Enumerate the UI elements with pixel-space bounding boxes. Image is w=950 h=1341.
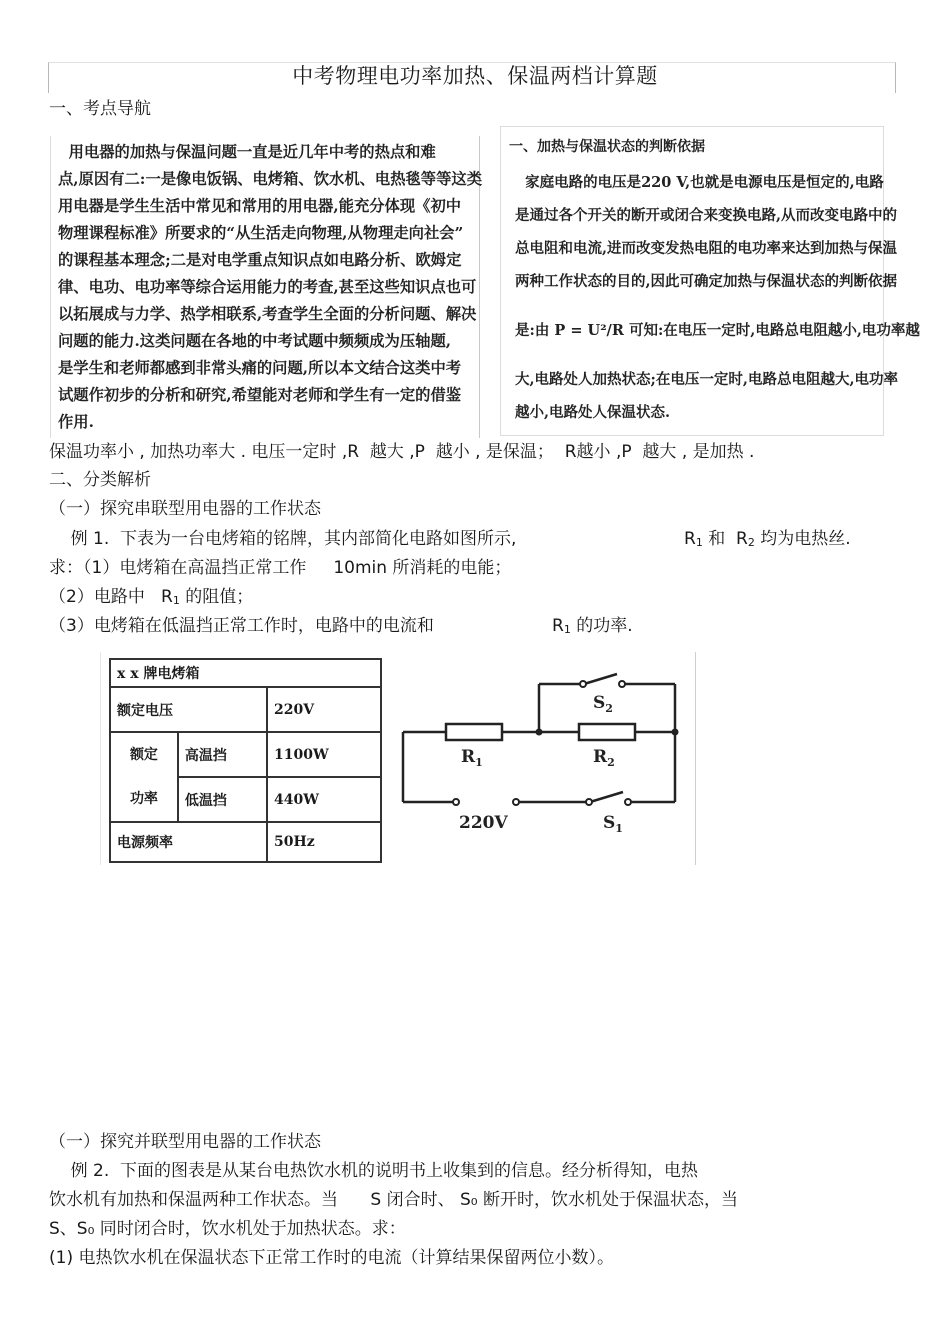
- junction-dot-icon: [536, 729, 543, 736]
- nameplate-header: x x 牌电烤箱: [110, 659, 381, 687]
- excerpt-line: 是通过各个开关的断开或闭合来变换电路,从而改变电路中的: [515, 207, 898, 224]
- s1-subscript: 1: [615, 822, 623, 835]
- example-1-line-1: [49, 528, 516, 550]
- excerpt-line: 越小,电路处人保温状态.: [515, 404, 671, 421]
- label-r1: [461, 747, 483, 769]
- terminal-icon: [580, 681, 586, 687]
- example-1-line-3: [49, 586, 253, 612]
- excerpt-line: 点,原因有二:一是像电饭锅、电烤箱、饮水机、电热毯等等这类: [58, 170, 482, 188]
- example-1-text: 例 1. 下表为一台电烤箱的铭牌，其内部简化电路如图所示,: [49, 529, 517, 549]
- subsection-heading-1: （一）探究串联型用电器的工作状态: [49, 499, 321, 519]
- excerpt-line: 家庭电路的电压是220 V,也就是电源电压是恒定的,电路: [515, 174, 884, 191]
- example-1-text: 的功率.: [570, 616, 633, 636]
- excerpt-heading: 一、加热与保温状态的判断依据: [509, 139, 705, 155]
- high-gear-value: 1100W: [267, 732, 381, 777]
- rated-voltage-value: 220V: [267, 687, 381, 732]
- circuit-diagram: [391, 672, 691, 852]
- excerpt-line: 的课程基本理念;二是对电学重点知识点如电路分析、欧姆定: [58, 251, 462, 269]
- excerpt-line: 大,电路处人加热状态;在电压一定时,电路总电阻越大,电功率: [515, 371, 898, 388]
- subsection-heading-2: （一）探究并联型用电器的工作状态: [49, 1132, 321, 1152]
- s2-symbol: S: [593, 693, 606, 713]
- frequency-value: 50Hz: [267, 822, 381, 862]
- example-1-text: （3）电烤箱在低温挡正常工作时，电路中的电流和: [49, 616, 434, 636]
- r1-symbol: R: [552, 616, 564, 636]
- terminal-icon: [586, 799, 592, 805]
- excerpt-line: 是学生和老师都感到非常头痛的问题,所以本文结合这类中考: [58, 359, 462, 377]
- summary-text: 保温功率小 , 加热功率大 . 电压一定时 ,R 越大 ,P 越小 , 是保温； R越小 ,P 越大 , 是加热 .: [49, 442, 755, 462]
- r1-subscript: 1: [563, 623, 571, 636]
- excerpt-line: 问题的能力.这类问题在各地的中考试题中频频成为压轴题,: [58, 332, 452, 350]
- example-1-line-2: 求：（1）电烤箱在高温挡正常工作 10min 所消耗的电能；: [49, 558, 512, 578]
- label-voltage: 220V: [459, 813, 508, 833]
- scanned-excerpt-right: [500, 126, 920, 436]
- r2-symbol: R: [593, 747, 608, 767]
- switch-s2-icon: [584, 674, 617, 684]
- example-1-line-4-tail: [552, 615, 633, 641]
- switch-s1-icon: [590, 792, 623, 802]
- example-1-text: （2）电路中 R: [49, 587, 173, 607]
- excerpt-line: 用电器的加热与保温问题一直是近几年中考的热点和难: [58, 143, 436, 161]
- resistor-r2-icon: [579, 724, 635, 740]
- excerpt-line: 律、电功、电功率等综合运用能力的考查,甚至这些知识点也可: [58, 278, 477, 296]
- junction-dot-icon: [672, 729, 679, 736]
- rated-power-label: [110, 732, 178, 822]
- excerpt-line: 总电阻和电流,进而改变发热电阻的电功率来达到加热与保温: [515, 240, 898, 257]
- rated-voltage-label: 额定电压: [110, 687, 267, 732]
- excerpt-line: 作用.: [58, 413, 94, 431]
- example-1-text: 的阻值；: [179, 587, 254, 607]
- r1-subscript: 1: [172, 594, 180, 607]
- r2-subscript: 2: [607, 756, 615, 769]
- example-1-line-4: [49, 615, 434, 637]
- low-gear-label: 低温挡: [178, 777, 267, 822]
- s2-subscript: 2: [605, 702, 613, 715]
- rated-power-label-line: 功率: [129, 791, 158, 807]
- example-1-line-1-tail: [684, 528, 851, 554]
- example-2-line-1: 例 2. 下面的图表是从某台电热饮水机的说明书上收集到的信息。经分析得知，电热: [49, 1161, 699, 1181]
- excerpt-line: 用电器是学生生活中常见和常用的用电器,能充分体现《初中: [58, 197, 462, 215]
- figure-nameplate-and-circuit: [100, 652, 696, 865]
- excerpt-line: 两种工作状态的目的,因此可确定加热与保温状态的判断依据: [515, 273, 898, 290]
- terminal-icon: [619, 681, 625, 687]
- frequency-label: 电源频率: [110, 822, 267, 862]
- section-heading-1: 一、考点导航: [49, 99, 151, 119]
- scanned-excerpt-left: [50, 136, 480, 438]
- rated-power-label-line: 额定: [129, 747, 158, 763]
- resistor-r1-icon: [446, 724, 502, 740]
- example-1-text: 均为电热丝.: [754, 529, 851, 549]
- page-title: 中考物理电功率加热、保温两档计算题: [292, 64, 658, 88]
- example-2-line-2: 饮水机有加热和保温两种工作状态。当 S 闭合时、 S₀ 断开时，饮水机处于保温状态，当: [49, 1190, 739, 1210]
- nameplate-table: [109, 658, 382, 863]
- terminal-icon: [453, 799, 459, 805]
- example-1-text: 和 R: [702, 529, 748, 549]
- r1-symbol: R: [684, 529, 696, 549]
- terminal-icon: [625, 799, 631, 805]
- r1-subscript: 1: [695, 536, 703, 549]
- r2-subscript: 2: [747, 536, 755, 549]
- section-heading-2: 二、分类解析: [49, 470, 151, 490]
- label-s2: [593, 693, 613, 715]
- s1-symbol: S: [603, 813, 616, 833]
- high-gear-label: 高温挡: [178, 732, 267, 777]
- excerpt-line: 试题作初步的分析和研究,希望能对老师和学生有一定的借鉴: [58, 386, 462, 404]
- label-r2: [593, 747, 615, 769]
- excerpt-line: 是:由 P = U²/R 可知:在电压一定时,电路总电阻越小,电功率越: [515, 322, 920, 339]
- low-gear-value: 440W: [267, 777, 381, 822]
- terminal-icon: [513, 799, 519, 805]
- example-2-line-3: S、S₀ 同时闭合时，饮水机处于加热状态。求：: [49, 1219, 406, 1239]
- example-2-line-4: (1) 电热饮水机在保温状态下正常工作时的电流（计算结果保留两位小数）。: [49, 1248, 614, 1268]
- excerpt-line: 以拓展成与力学、热学相联系,考查学生全面的分析问题、解决: [58, 305, 477, 323]
- excerpt-line: 物理课程标准》所要求的“从生活走向物理,从物理走向社会”: [58, 224, 464, 242]
- r1-symbol: R: [461, 747, 476, 767]
- label-s1: [603, 813, 623, 835]
- r1-subscript: 1: [475, 756, 483, 769]
